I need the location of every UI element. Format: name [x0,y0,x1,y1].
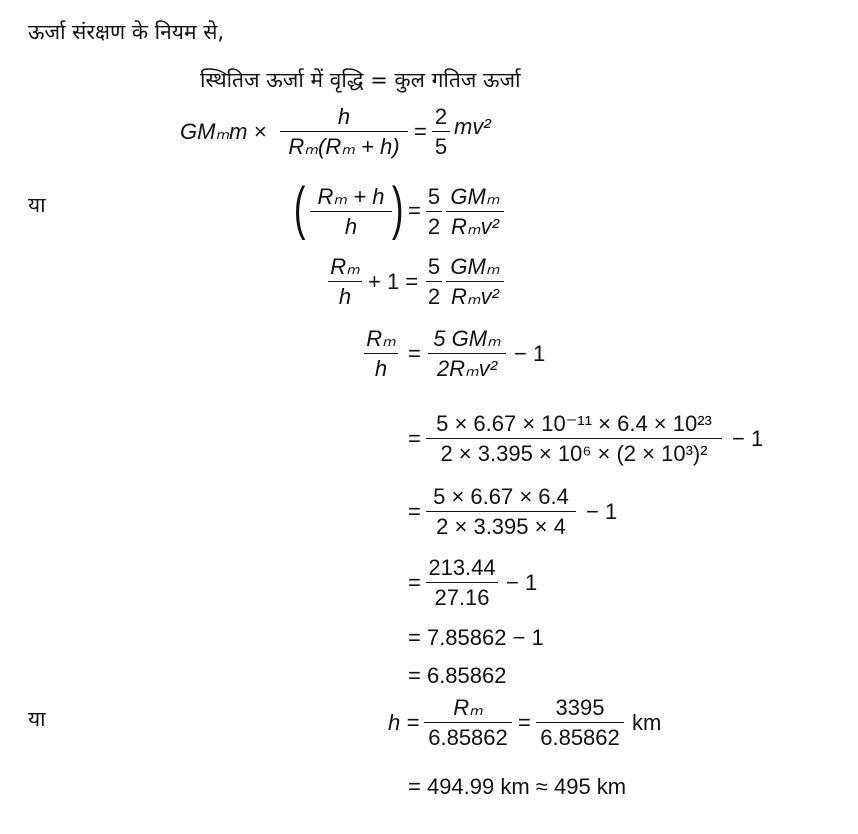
eq5-equals: = [408,426,421,451]
eq7-den: 27.16 [434,585,490,610]
eq5-fraction [426,413,722,465]
eq6-equals: = [408,499,421,524]
eq10-fraction-1 [424,697,512,749]
eq6-den: 2 × 3.395 × 4 [436,514,566,539]
eq3-rhs-den: Rₘv² [451,284,499,309]
eq1-prefix: GMₘm × [180,119,267,144]
eq4-lhs-fraction [364,328,398,380]
left-paren: ( [293,176,306,241]
eq1-fraction [280,106,408,158]
eq10-fraction-2 [536,697,624,749]
eq8-line: = 7.85862 − 1 [408,625,544,650]
eq1-denominator: Rₘ(Rₘ + h) [288,134,400,159]
eq2-rhs-num: GMₘ [450,184,500,209]
eq3-lhs-num: Rₘ [330,254,360,279]
eq9-line: = 6.85862 [408,663,507,688]
eq7-num: 213.44 [428,555,496,580]
eq1-coef-fraction [432,106,450,158]
eq7-equals: = [408,570,421,595]
word-ya-1: या [28,193,46,217]
energy-statement: स्थितिज ऊर्जा में वृद्धि = कुल गतिज ऊर्जा [200,68,521,92]
eq3-coef [426,256,442,308]
eq1-coef-num: 2 [434,104,448,129]
eq5-num: 5 × 6.67 × 10⁻¹¹ × 6.4 × 10²³ [436,411,712,436]
eq2-lhs-den: h [344,214,358,239]
eq4-rhs-den: 2Rₘv² [436,356,498,381]
eq4-rhs-num: 5 GMₘ [433,326,501,351]
eq2-lhs-num: Rₘ + h [317,184,385,209]
eq2-rhs-fraction [446,186,504,238]
eq3-rhs-fraction [446,256,504,308]
eq4-rhs-fraction [428,328,506,380]
eq3-coef-den: 2 [427,284,441,309]
eq2-coef [426,186,442,238]
eq2-coef-den: 2 [427,214,441,239]
intro-text: ऊर्जा संरक्षण के नियम से, [28,20,225,44]
eq10-num1: Rₘ [453,695,483,720]
eq6-tail: − 1 [586,499,618,524]
eq10-unit: km [632,710,662,735]
eq3-rhs-num: GMₘ [450,254,500,279]
eq10-den2: 6.85862 [540,725,620,750]
eq6-fraction [426,486,576,538]
eq5-den: 2 × 3.395 × 10⁶ × (2 × 10³)² [440,441,708,466]
word-ya-2: या [28,707,46,731]
eq6-num: 5 × 6.67 × 6.4 [433,484,569,509]
right-paren: ) [391,176,404,241]
eq1-numerator: h [337,104,351,129]
eq11-line: = 494.99 km ≈ 495 km [408,774,627,799]
eq10-den1: 6.85862 [428,725,508,750]
eq4-tail: − 1 [514,341,546,366]
eq2-lhs-fraction [310,186,392,238]
eq10-num2: 3395 [555,695,605,720]
eq4-equals: = [408,341,421,366]
eq5-tail: − 1 [732,426,764,451]
eq7-tail: − 1 [506,570,538,595]
eq3-lhs-den: h [338,284,352,309]
eq10-equals: = [518,710,531,735]
eq1-tail: mv² [454,114,491,139]
eq3-lhs-fraction [328,256,362,308]
eq7-fraction [426,557,498,609]
eq1-equals: = [414,119,427,144]
eq2-equals: = [408,198,421,223]
eq3-plus-one: + 1 = [368,269,419,294]
eq1-coef-den: 5 [434,134,448,159]
eq10-lhs: h = [388,710,420,735]
eq2-coef-num: 5 [427,184,441,209]
eq3-coef-num: 5 [427,254,441,279]
eq4-lhs-num: Rₘ [366,326,396,351]
eq2-rhs-den: Rₘv² [451,214,499,239]
eq4-lhs-den: h [374,356,388,381]
